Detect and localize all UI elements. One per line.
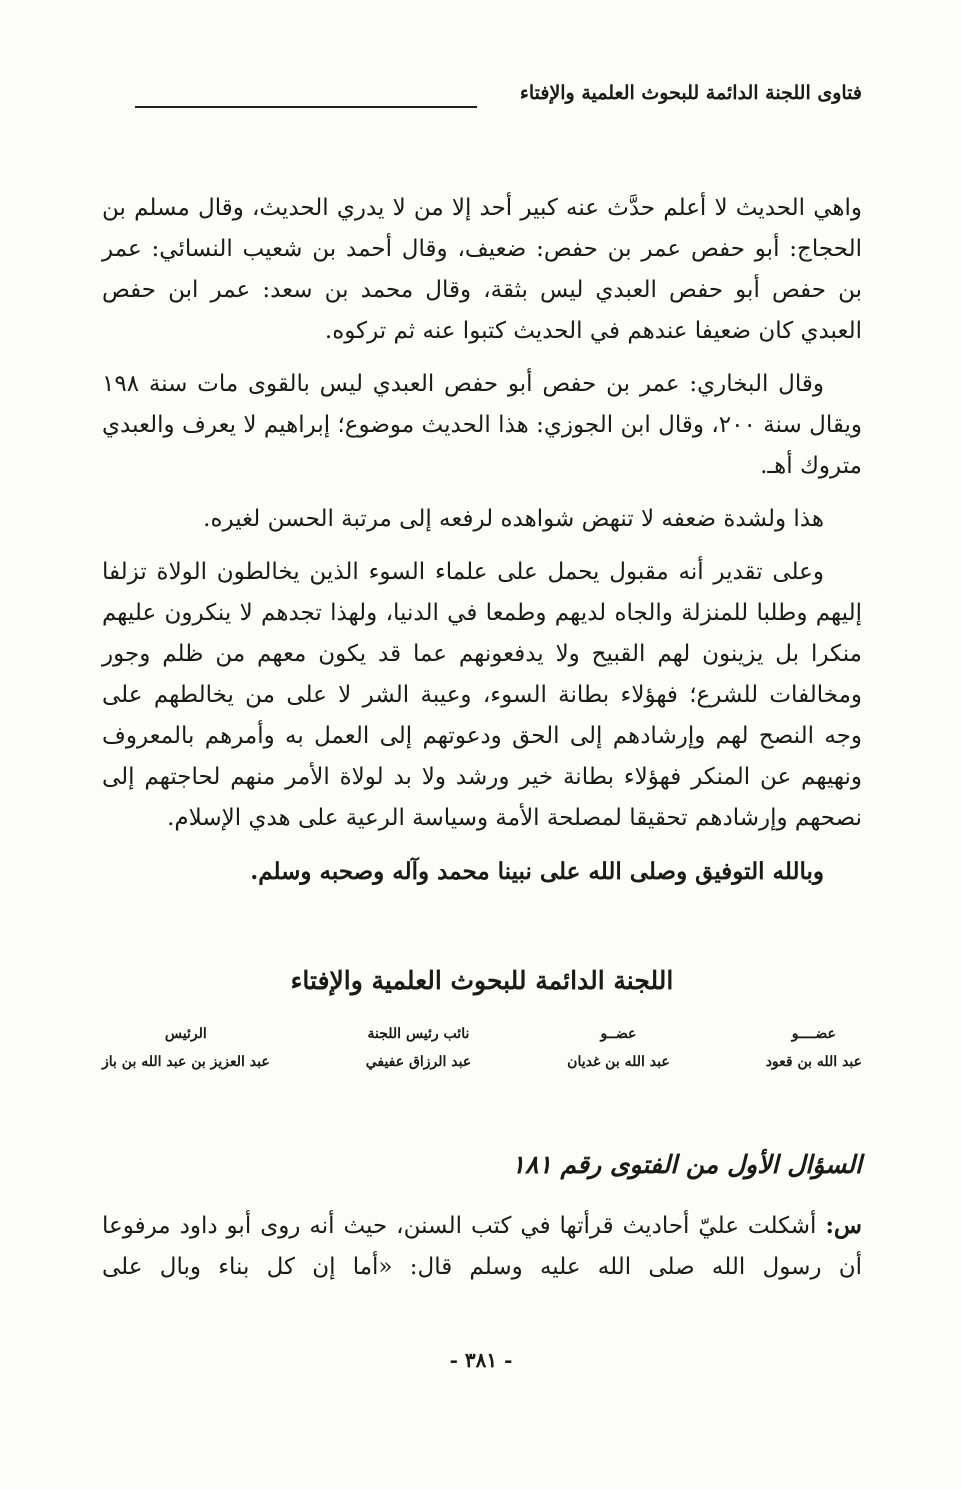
- signatory-name: عبد العزيز بن عبد الله بن باز: [102, 1054, 270, 1070]
- signatory-chair: [102, 1020, 270, 1076]
- question-heading: السؤال الأول من الفتوى رقم ١٨١: [511, 1150, 862, 1179]
- header-rule: [135, 106, 477, 108]
- signatory-vice-chair: [366, 1020, 471, 1076]
- signatory-member-2: [567, 1020, 670, 1076]
- signatory-name: عبد الرزاق عفيفي: [365, 1054, 472, 1070]
- signatory-role: نائب رئيس اللجنة: [367, 1026, 470, 1042]
- running-header: [117, 76, 862, 116]
- signatory-role: عضــــو: [791, 1026, 836, 1042]
- question-text: أشكلت عليّ أحاديث قرأتها في كتب السنن، حيث أنه روى أبو داود مرفوعا أن رسول الله صلى الله عليه وسلم قال: «أما إن كل بناء وبال على: [102, 1213, 862, 1280]
- signatory-role: الرئيس: [164, 1026, 207, 1042]
- question-body: [102, 1205, 862, 1288]
- signatory-name: عبد الله بن قعود: [765, 1054, 862, 1070]
- signatures-block: [102, 1020, 862, 1076]
- committee-name: اللجنة الدائمة للبحوث العلمية والإفتاء: [290, 966, 674, 995]
- question-label: س:: [825, 1212, 863, 1239]
- paragraph-1: واهي الحديث لا أعلم حدَّث عنه كبير أحد إلا من لا يدري الحديث، وقال مسلم بن الحجاج: أبو حفص عمر بن حفص: ضعيف، وقال أحمد بن شعيب النسائي: عمر بن حفص أبو حفص العبدي ليس بثقة، وقال محمد بن سعد: عمر ابن حفص العبدي كان ضعيفا عندهم في الحديث كتبوا عنه ثم تركوه.: [102, 195, 862, 344]
- paragraph-2: وقال البخاري: عمر بن حفص أبو حفص العبدي ليس بالقوى مات سنة ١٩٨ ويقال سنة ٢٠٠، وقال ابن الجوزي: هذا الحديث موضوع؛ إبراهيم لا يعرف والعبدي متروك أهـ.: [102, 371, 862, 479]
- closing-line: وبالله التوفيق وصلى الله على نبينا محمد وآله وصحبه وسلم.: [250, 858, 824, 885]
- signatory-name: عبد الله بن غديان: [567, 1054, 670, 1070]
- fatwa-body: [102, 188, 862, 904]
- signatory-role: عضــو: [600, 1026, 637, 1042]
- paragraph-3: هذا ولشدة ضعفه لا تنهض شواهده لرفعه إلى مرتبة الحسن لغيره.: [203, 506, 824, 532]
- paragraph-4: وعلى تقدير أنه مقبول يحمل على علماء السوء الذين يخالطون الولاة تزلفا إليهم وطلبا للمنزلة والجاه لديهم وطمعا في الدنيا، ولهذا تجدهم لا ينكرون عليهم منكرا بل يزينون لهم القبيح ولا يدفعونهم عما قد يكون معهم من ظلم وجور ومخالفات للشرع؛ فهؤلاء بطانة السوء، وعيبة الشر لا على من يخالطهم على وجه النصح لهم وإرشادهم إلى الحق ودعوتهم إلى العمل به وأمرهم بالمعروف ونهيهم عن المنكر فهؤلاء بطانة خير ورشد ولا بد لولاة الأمر منهم لحاجتهم إلى نصحهم وإرشادهم تحقيقا لمصلحة الأمة وسياسة الرعية على هدي الإسلام.: [102, 559, 862, 831]
- page-number: - ٣٨١ -: [449, 1348, 513, 1372]
- signatory-member-1: [766, 1020, 862, 1076]
- header-title: فتاوى اللجنة الدائمة للبحوث العلمية والإفتاء: [519, 82, 862, 104]
